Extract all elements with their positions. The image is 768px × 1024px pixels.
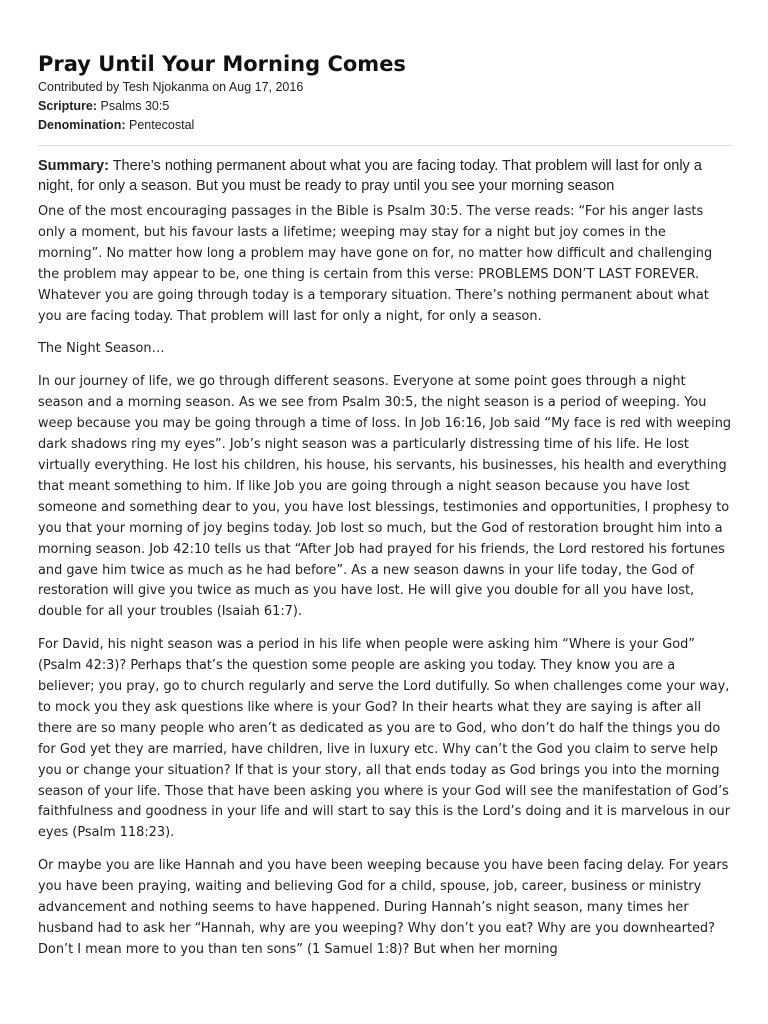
scripture-line [38, 97, 732, 116]
sermon-metadata [38, 78, 732, 135]
byline-prefix: Contributed by [38, 80, 120, 94]
body-paragraph: For David, his night season was a period in his life when people were asking him “Where is your God” (Psalm 42:3)? Perhaps that’s the question some people are asking you today. They know you are a believer; you pray, go to church regularly and serve the Lord dutifully. So when challenges come your way, to mock you they ask questions like where is your God? In their hearts what they are saying is after all there are so many people who aren’t as dedicated as you are to God, who don’t do half the things you do for God yet they are married, have children, live in luxury etc. Why can’t the God you claim to serve help you or change your situation? If that is your story, all that ends today as God brings you into the morning season of your life. Those that have been asking you where is your God will see the manifestation of God’s faithfulness and goodness in your life and will start to say this is the Lord’s doing and it is marvelous in our eyes (Psalm 118:23). [38, 637, 731, 841]
byline [38, 78, 732, 97]
divider [38, 145, 732, 146]
denomination-line [38, 116, 732, 135]
scripture-value: Psalms 30:5 [100, 99, 170, 113]
scripture-label: Scripture: [38, 99, 98, 113]
sermon-document [38, 50, 732, 973]
body-paragraph: Or maybe you are like Hannah and you have been weeping because you have been facing delay. For years you have been praying, waiting and believing God for a child, spouse, job, career, business or ministry advancement and nothing seems to have happened. During Hannah’s night season, many times her husband had to ask her “Hannah, why are you weeping? Why don’t you eat? Why are you downhearted? Don’t I mean more to you than ten sons” (1 Samuel 1:8)? But when her morning [38, 858, 729, 957]
summary [38, 156, 732, 196]
summary-label: Summary: [38, 158, 109, 174]
publish-date: Aug 17, 2016 [228, 80, 304, 94]
denomination-value: Pentecostal [128, 118, 195, 132]
byline-on: on [212, 80, 227, 94]
author-name: Tesh Njokanma [122, 80, 209, 94]
summary-text: There’s nothing permanent about what you are facing today. That problem will last for only a night, for only a season. But you must be ready to pray until you see your morning season [38, 158, 702, 194]
denomination-label: Denomination: [38, 118, 126, 132]
section-heading-night-season: The Night Season… [38, 341, 165, 357]
body-paragraph: One of the most encouraging passages in the Bible is Psalm 30:5. The verse reads: “For his anger lasts only a moment, but his favour lasts a lifetime; weeping may stay for a night but joy comes in the morning”. No matter how long a problem may have gone on for, no matter how difficult and challenging the problem may appear to be, one thing is certain from this verse: PROBLEMS DON’T LAST FOREVER. Whatever you are going through today is a temporary situation. There’s nothing permanent about what you are facing today. That problem will last for only a night, for only a season. [38, 204, 713, 324]
page-title: Pray Until Your Morning Comes [38, 52, 406, 76]
sermon-body [38, 202, 732, 961]
body-paragraph: In our journey of life, we go through different seasons. Everyone at some point goes through a night season and a morning season. As we see from Psalm 30:5, the night season is a period of weeping. You weep because you may be going through a time of loss. In Job 16:16, Job said “My face is red with weeping dark shadows ring my eyes”. Job’s night season was a particularly distressing time of his life. He lost virtually everything. He lost his children, his house, his servants, his businesses, his health and everything that meant something to him. If like Job you are going through a night season because you have lost someone and something dear to you, you have lost blessings, testimonies and opportunities, I prophesy to you that your morning of joy begins today. Job lost so much, but the God of restoration brought him into a morning season. Job 42:10 tells us that “After Job had prayed for his friends, the Lord restored his fortunes and gave him twice as much as he had before”. As a new season dawns in your life today, the God of restoration will give you twice as much as you have lost. He will give you double for all you have lost, double for all your troubles (Isaiah 61:7). [38, 374, 732, 620]
